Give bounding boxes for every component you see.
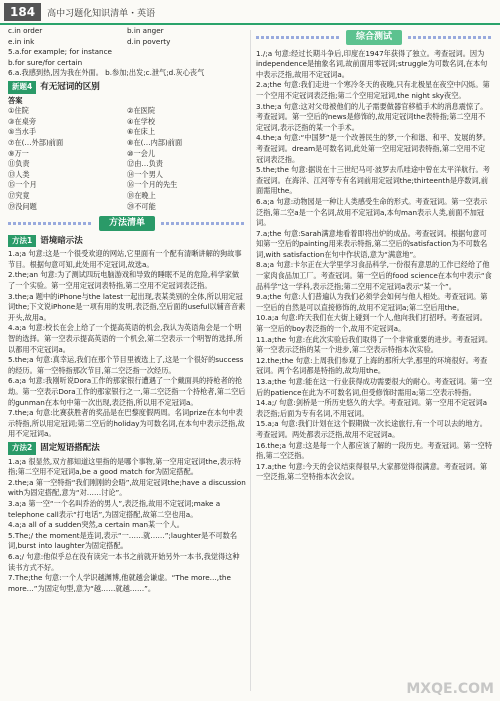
banner-title: 综合测试	[346, 30, 402, 45]
explanation-item: 3.a;a 第一空“一个名叫乔治的男人”,表泛指,故用不定冠词;make a telephone call表示“打电话”,为固定搭配,故第二空也用a。	[8, 498, 221, 519]
test-item: 3.the;a 句意:这对父母被他们的儿子需要做器官移植手术的消息震惊了。考查冠词。第一空后的news是修饰的,故用定冠词the表特指;第二空用不定冠词,表示泛指的某一个手术。	[256, 101, 488, 132]
answer-cell: ⑪负责	[8, 159, 30, 169]
test-item: 1./;a 句意:经过长期斗争后,印度在1947年获得了独立。考查冠词。因为independence是抽象名词,故前面用零冠词;struggle为可数名词,在本句中表示泛指,故用不定冠词a。	[256, 48, 488, 79]
banner-line	[256, 36, 340, 39]
test-item: 14.a;/ 句意:剑桥是一所历史悠久的大学。考查冠词。第一空用不定冠词a表泛指;后面为专有名词,不用冠词。	[256, 398, 488, 418]
answer-cell: ②在医院	[127, 106, 156, 116]
test-item: 5.the;the 句意:据说在十三世纪马可·波罗去爪哇途中曾在太平洋航行。考查冠词。在海洋、江河等专有名词前用定冠词the;thirteenth是序数词,前面需用the。	[256, 165, 490, 196]
test-item: 6.a;a 句意:动物园是一种让人类感受生命的形式。考查冠词。第一空表示泛指,第二空a是一个名词,故用不定冠词a,本句man表示人类,前面不加冠词。	[256, 196, 488, 228]
explanation-item: 3.the;a 题中的iPhone与the latest一起出现,表某类别的全体,所以用定冠词the;下文说iPhone是一项有用的发明,表泛指,空后面的useful以辅音音素开头,故用a。	[8, 291, 246, 322]
page-number: 184	[4, 3, 41, 21]
section-heading	[8, 81, 246, 94]
answer-cell: ④在学校	[127, 116, 156, 126]
header-rule	[0, 23, 500, 25]
explanation-item: 7.the;a 句意:比赛获胜者的奖品是在巴黎度假两周。名词prize在本句中表示特指,所以用定冠词;第二空后的holiday为可数名词,在本句中表示泛指,故用不定冠词a。	[8, 408, 245, 439]
answer-cell: ⑯一个月的先生	[127, 180, 178, 190]
option-text: d.in poverty	[127, 36, 171, 46]
answer-cell: ⑤当水手	[8, 127, 37, 137]
page-header	[0, 0, 500, 24]
test-item: 4.the;a 句意:“中国梦”是一个改善民生的梦,一个和谐、和平、发展的梦。考查冠词。dream是可数名词,此处第一空用定冠词表特指,第二空用不定冠词表泛指。	[256, 133, 490, 164]
answer-cell: ③在桌旁	[8, 116, 37, 126]
answer-cell: ⑭一个男人	[127, 169, 163, 179]
option-row	[8, 37, 246, 48]
option-text: b.in anger	[127, 26, 164, 35]
explanation-item: 2.the;an 句意:为了测试四玩电脑游戏和导致的睡眠不足的危险,科学家做了一个实验。第一空用定冠词表特指,第二空用不定冠词表泛指。	[8, 270, 240, 291]
test-item: 8.a;a 句意:卡尔正在大学里学习食品科学,一份很有意思的工作已经给了他一家肉食品加工厂。考查冠词。第一空后的food science在本句中表示“食品科学”这一学科,表示泛指;第二空用不定冠词a表示“某一个”。	[256, 260, 492, 291]
test-item: 10.a;a 句意:昨天我们在大街上碰到一个人,他向我们打招呼。考查冠词。第一空后的boy表泛指的一个,故用不定冠词a。	[256, 313, 487, 334]
explanation-item: 5.The;/ the moment是连词,表示“一……就……”;laughter是不可数名词,burst into laughter为固定搭配。	[8, 530, 238, 551]
method-title: 语境暗示法	[40, 235, 83, 246]
explanation-item: 4.a;a all of a sudden突然,a certain man某一个人。	[8, 520, 184, 530]
left-column	[8, 26, 246, 695]
banner-line	[8, 222, 93, 225]
explanation-item: 6.a;a 句意:我刚听说Dora工作的那家银行遭遇了一个戴面具的持枪者的抢劫。第一空表示Dora工作的那家银行之一,第二空泛指一个持枪者,第二空后的gunman在本句中第一次出现,表泛指,所以用不定冠词a。	[8, 376, 246, 407]
option-text: c.in order	[8, 26, 43, 35]
answer-cell: ⑩一会儿	[127, 148, 156, 158]
test-item: 2.a;the 句意:我们走进一个寒冷冬天的夜晚,只有北极星在夜空中闪烁。第一个空用不定冠词表泛指;第二个空用定冠词,the night sky夜空。	[256, 80, 490, 100]
test-item: 12.the;the 句意:上周我们参观了上海的那所大学,那里的环境很好。考查冠词。两个名词都是特指的,故均用the。	[256, 355, 488, 376]
column-divider	[250, 30, 251, 691]
answer-cell: ⑲没问题	[8, 201, 37, 211]
explanation-item: 1.a;a 很显然,双方都知道这里指的是哪个事物,第一空用定冠词the,表示特指;第二空用不定冠词a,be a good match for为固定搭配。	[8, 456, 242, 477]
watermark: MXQE.COM	[406, 681, 494, 697]
test-item: 11.a;the 句意:在此次实验后我们取得了一个非常重要的进步。考查冠词。第一空表示泛指的某一个进步,第二空表示特指本次实验。	[256, 334, 492, 355]
right-column	[256, 26, 492, 695]
answer-cell: ⑧在(…内部)前面	[127, 137, 183, 147]
section-tag: 新题4	[8, 81, 36, 94]
test-item: 7.a;the 句意:Sarah满意地看着即将出炉的成品。考查冠词。根据句意可知第一空后的painting用来表示特指,第二空后的satisfaction为不可数名词,with satisfaction在句中作状语,意为“满意地”。	[256, 228, 488, 259]
explanation-item: 2.the;a 第一空特指“我们刚刚的会晤”,故用定冠词the;have a discussion with为固定搭配,意为“对……讨论”。	[8, 477, 246, 498]
book-title: 高中习题化知识清单・英语	[47, 8, 156, 19]
answer-line: b.for sure/for certain	[8, 57, 83, 67]
explanation-item: 7.The;the 句意:一个人学识越渊博,他就越会谦虚。“The more…,the more…”为固定句型,意为“越……就越……”。	[8, 573, 231, 593]
answer-cell: ⑫由…负责	[127, 159, 163, 169]
test-item: 13.a;the 句意:能在这一行业获得成功需要很大的耐心。考查冠词。第一空后的patience在此为不可数名词,但受修饰时需用a;第二空表示特指。	[256, 377, 492, 397]
explanation-item: 5.the;a 句意:真幸运,我们在那个节目里被选上了,这是一个很好的success的经历。第一空特指那次节目,第二空泛指一次经历。	[8, 355, 244, 375]
answer-cell: ①住院	[8, 106, 29, 116]
method-tag: 方法2	[8, 442, 36, 455]
answer-cell: ⑨万一	[8, 148, 29, 158]
answer-cell: ⑥在床上	[127, 127, 156, 137]
explanation-item: 6.a;/ 句意:他似乎总在没有读完一本书之前就开始另外一本书,我觉得这种读书方式不好。	[8, 551, 240, 572]
answer-cell: ⑰究竟	[8, 190, 30, 200]
answer-cell: ⑳不可能	[127, 201, 156, 211]
test-banner	[256, 30, 492, 45]
answer-cell: ⑮一个月	[8, 180, 37, 190]
test-item: 17.a;the 句意:今天的会议结束得很早,大家都觉得很满意。考查冠词。第一空泛指,第二空特指本次会议。	[256, 461, 488, 482]
test-item: 15.a;a 句意:我们计划在这个假期做一次长途旅行,有一个可以去的地方。考查冠词。两处都表示泛指,故用不定冠词a。	[256, 419, 487, 439]
method-heading	[8, 442, 246, 455]
method-title: 固定短语搭配法	[40, 442, 100, 453]
answer-grid	[8, 106, 246, 212]
method-tag: 方法1	[8, 235, 36, 248]
answer-label: 答案	[8, 95, 23, 105]
method-banner	[8, 216, 246, 231]
section-title: 有无冠词的区别	[40, 81, 100, 92]
answer-line: 5.a.for example; for instance	[8, 47, 112, 57]
answer-line: 6.a.我感到热,因为我在外面。 b.参加;出发;c.泄气;d.灰心丧气	[8, 68, 205, 78]
test-item: 16.the;a 句意:这是每一个人都应该了解的一段历史。考查冠词。第一空特指,第二空泛指。	[256, 440, 492, 461]
explanation-item: 4.a;a 句意:校长在会上给了一个提高英语的机会,我认为英语角会是一个明智的选择。第一空表示提高英语的一个机会,第二空表示一个明智的选择,所以都用不定冠词a。	[8, 323, 243, 354]
test-item: 9.a;the 句意:人们普遍认为我们必须学会如何与他人相处。考查冠词。第一空后的自然是可以直接修饰的,故用不定冠词a;第二空后用the。	[256, 292, 488, 312]
method-heading	[8, 235, 246, 248]
option-row	[8, 26, 246, 37]
banner-line	[161, 222, 246, 225]
banner-line	[408, 36, 492, 39]
banner-title: 方法清单	[99, 216, 155, 231]
option-text: e.in ink	[8, 36, 35, 46]
answer-cell: ⑦在(…外部)前面	[8, 137, 64, 147]
answer-cell: ⑬人类	[8, 169, 30, 179]
answer-cell: ⑱在晚上	[127, 190, 156, 200]
explanation-item: 1.a;a 句意:这是一个很受欢迎的网站,它里面有一个配有清晰讲解的狗故事节目。根据句意可知,此处用不定冠词,故选a。	[8, 249, 242, 269]
